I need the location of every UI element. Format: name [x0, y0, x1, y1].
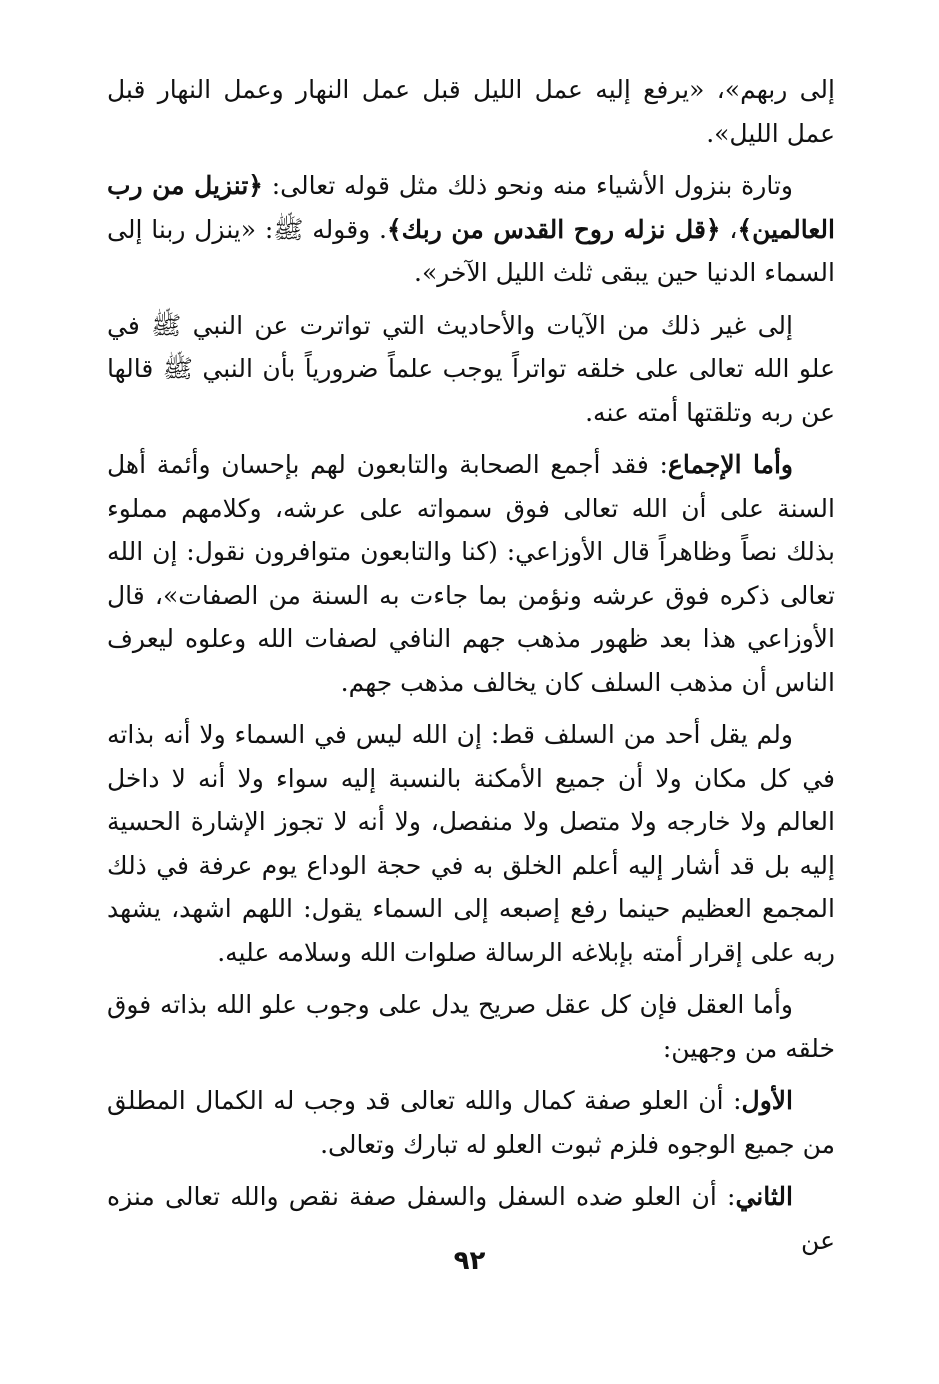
paragraph-1-text: إلى ربهم»، «يرفع إليه عمل الليل قبل عمل النهار وعمل النهار قبل عمل الليل».	[107, 75, 835, 148]
page-body	[107, 68, 835, 1271]
paragraph-2-intro: وتارة بنزول الأشياء منه ونحو ذلك مثل قوله تعالى:	[262, 171, 793, 200]
paragraph-6	[107, 983, 835, 1070]
paragraph-4	[107, 443, 835, 704]
verse-separator: ،	[720, 214, 738, 244]
paragraph-4-text: : فقد أجمع الصحابة والتابعون لهم بإحسان وأئمة أهل السنة على أن الله تعالى فوق سمواته على عرشه، وكلامهم مملوء بذلك نصاً وظاهراً قال الأوزاعي: (كنا والتابعون متوافرون نقول: إن الله تعالى ذكره فوق عرشه ونؤمن بما جاءت به السنة من الصفات»، قال الأوزاعي هذا بعد ظهور مذهب جهم النافي لصفات الله وعلوه ليعرف الناس أن مذهب السلف كان يخالف مذهب جهم.	[107, 450, 835, 697]
point-heading-second: الثاني	[735, 1182, 793, 1211]
paragraph-1	[107, 68, 835, 155]
quran-verse-1: ﴿تنزيل من رب العالمين﴾	[107, 171, 835, 244]
quran-verse-2: ﴿قل نزله روح القدس من ربك﴾	[387, 214, 721, 244]
paragraph-7	[107, 1079, 835, 1166]
point-heading-first: الأول	[741, 1086, 793, 1115]
section-heading-ijma: وأما الإجماع	[667, 450, 793, 479]
paragraph-5-text: ولم يقل أحد من السلف قط: إن الله ليس في السماء ولا أنه بذاته في كل مكان ولا أن جميع الأمكنة بالنسبة إليه سواء ولا أنه لا داخل العالم ولا خارجه ولا متصل ولا منفصل، ولا أنه لا تجوز الإشارة الحسية إليه بل قد أشار إليه أعلم الخلق به في حجة الوداع يوم عرفة في ذلك المجمع العظيم حينما رفع إصبعه إلى السماء يقول: اللهم اشهد، يشهد ربه على إقرار أمته بإبلاغه الرسالة صلوات الله وسلامه عليه.	[107, 720, 835, 967]
page-number: ٩٢	[453, 1246, 486, 1276]
paragraph-8-text: : أن العلو ضده السفل والسفل صفة نقص والله تعالى منزه عن	[107, 1182, 835, 1255]
paragraph-3	[107, 304, 835, 435]
paragraph-5	[107, 713, 835, 974]
paragraph-6-text: وأما العقل فإن كل عقل صريح يدل على وجوب علو الله بذاته فوق خلقه من وجهين:	[107, 990, 835, 1063]
paragraph-7-text: : أن العلو صفة كمال والله تعالى قد وجب له الكمال المطلق من جميع الوجوه فلزم ثبوت العلو له تبارك وتعالى.	[107, 1086, 835, 1159]
paragraph-2	[107, 164, 835, 295]
paragraph-2-rest: . وقوله ﷺ: «ينزل ربنا إلى السماء الدنيا حين يبقى ثلث الليل الآخر».	[107, 214, 835, 287]
paragraph-3-text: إلى غير ذلك من الآيات والأحاديث التي تواترت عن النبي ﷺ في علو الله تعالى على خلقه تواتراً يوجب علماً ضرورياً بأن النبي ﷺ قالها عن ربه وتلقتها أمته عنه.	[107, 310, 835, 427]
